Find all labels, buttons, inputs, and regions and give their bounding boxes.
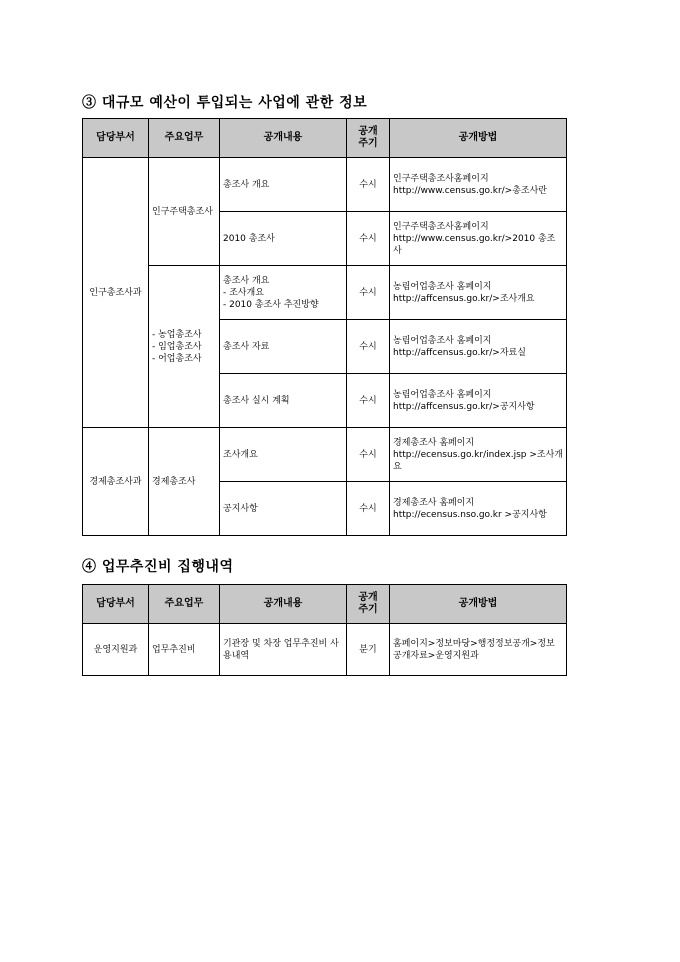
method-cell: 농림어업총조사 홈페이지 http://affcensus.go.kr/>공지사항 (390, 374, 567, 428)
section4-title: ④ 업무추진비 집행내역 (82, 559, 234, 575)
content-cell: 공지사항 (220, 482, 347, 536)
header-method: 공개방법 (390, 585, 567, 624)
header-task: 주요업무 (149, 585, 220, 624)
cycle-cell: 수시 (347, 212, 390, 266)
cycle-cell: 수시 (347, 320, 390, 374)
method-cell: 경제총조사 홈페이지 http://ecensus.nso.go.kr >공지사항 (390, 482, 567, 536)
method-cell: 인구주택총조사홈페이지 http://www.census.go.kr/>2010 총조사 (390, 212, 567, 266)
dept-cell: 운영지원과 (83, 624, 149, 676)
header-dept: 담당부서 (83, 119, 149, 158)
table-header-row (83, 119, 567, 158)
method-cell: 인구주택총조사홈페이지 http://www.census.go.kr/>총조사란 (390, 158, 567, 212)
task-cell: - 농업총조사 - 임업총조사 - 어업총조사 (149, 266, 220, 428)
table-row (83, 158, 567, 212)
method-cell: 홈페이지>정보마당>행정정보공개>정보공개자료>운영지원과 (390, 624, 567, 676)
budget-projects-table (82, 118, 567, 536)
cycle-cell: 수시 (347, 374, 390, 428)
content-cell: 2010 총조사 (220, 212, 347, 266)
expense-table (82, 584, 567, 676)
table-header-row (83, 585, 567, 624)
dept-cell: 인구총조사과 (83, 158, 149, 428)
task-cell: 업무추진비 (149, 624, 220, 676)
table-row (83, 624, 567, 676)
content-cell: 기관장 및 차장 업무추진비 사용내역 (220, 624, 347, 676)
header-content: 공개내용 (220, 119, 347, 158)
content-cell: 총조사 개요 - 조사개요 - 2010 총조사 추진방향 (220, 266, 347, 320)
method-cell: 농림어업총조사 홈페이지 http://affcensus.go.kr/>조사개요 (390, 266, 567, 320)
section3-title: ③ 대규모 예산이 투입되는 사업에 관한 정보 (82, 95, 368, 111)
content-cell: 총조사 자료 (220, 320, 347, 374)
cycle-cell: 분기 (347, 624, 390, 676)
cycle-cell: 수시 (347, 266, 390, 320)
table-row (83, 266, 567, 320)
cycle-cell: 수시 (347, 158, 390, 212)
cycle-cell: 수시 (347, 428, 390, 482)
task-cell: 경제총조사 (149, 428, 220, 536)
content-cell: 총조사 개요 (220, 158, 347, 212)
table-row (83, 428, 567, 482)
dept-cell: 경제총조사과 (83, 428, 149, 536)
header-cycle: 공개 주기 (347, 585, 390, 624)
cycle-cell: 수시 (347, 482, 390, 536)
header-dept: 담당부서 (83, 585, 149, 624)
content-cell: 총조사 실시 계획 (220, 374, 347, 428)
task-cell: 인구주택총조사 (149, 158, 220, 266)
header-method: 공개방법 (390, 119, 567, 158)
method-cell: 농림어업총조사 홈페이지 http://affcensus.go.kr/>자료실 (390, 320, 567, 374)
header-task: 주요업무 (149, 119, 220, 158)
content-cell: 조사개요 (220, 428, 347, 482)
header-cycle: 공개 주기 (347, 119, 390, 158)
header-content: 공개내용 (220, 585, 347, 624)
method-cell: 경제총조사 홈페이지 http://ecensus.go.kr/index.jsp >조사개요 (390, 428, 567, 482)
